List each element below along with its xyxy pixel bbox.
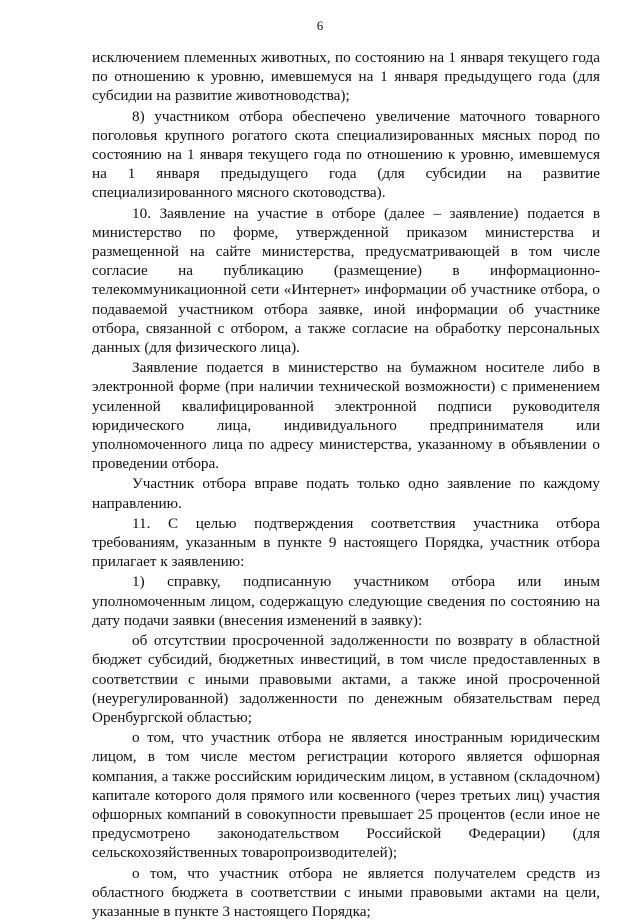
paragraph-continuation: исключением племенных животных, по состоянию на 1 января текущего года по отношению к уровню, имевшемуся на 1 января предыдущего года (для субсидии на развитие животноводства);: [92, 49, 600, 105]
paragraph-no-overdue-debt: об отсутствии просроченной задолженности по возврату в областной бюджет субсидий, бюджетных инвестиций, в том числе предоставленных в соответствии с иными правовыми актами, а также иной просроченной (неурегулированной) задолженности по денежным обязательствам перед Оренбургской областью;: [92, 632, 600, 726]
paragraph-10-application: 10. Заявление на участие в отборе (далее – заявление) подается в министерство по форме, утвержденной приказом министерства и размещенной на сайте министерства, предусматривающей в том числе согласие на публикацию (размещение) в информационно-телекоммуникационной сети «Интернет» информации об участнике отбора, о подаваемой участником отбора заявке, иной информации об участнике отбора, связанной с отбором, а также согласие на обработку персональных данных (для физического лица).: [92, 204, 600, 357]
paragraph-application-submission: Заявление подается в министерство на бумажном носителе либо в электронной форме (при наличии технической возможности) с применением усиленной квалифицированной электронной подписи руководителя юридического лица, индивидуального предпринимателя или уполномоченного лица по адресу министерства, указанному в объявлении о проведении отбора.: [92, 359, 600, 473]
paragraph-item-8: 8) участником отбора обеспечено увеличение маточного товарного поголовья крупного рогатого скота специализированных мясных пород по состоянию на 1 января текущего года по отношению к уровню, имевшемуся на 1 января предыдущего года (для субсидии на развитие специализированного мясного скотоводства).: [92, 107, 600, 202]
paragraph-11-documents: 11. С целью подтверждения соответствия участника отбора требованиям, указанным в пункте 9 настоящего Порядка, участник отбора прилагает к заявлению:: [92, 514, 600, 571]
document-body: [92, 48, 600, 921]
paragraph-item-1-certificate: 1) справку, подписанную участником отбора или иным уполномоченным лицом, содержащую следующие сведения по состоянию на дату подачи заявки (внесения изменений в заявку):: [92, 573, 600, 629]
paragraph-not-funds-recipient: о том, что участник отбора не является получателем средств из областного бюджета в соответствии с иными правовыми актами на цели, указанные в пункте 3 настоящего Порядка;: [92, 864, 600, 920]
paragraph-not-foreign-entity: о том, что участник отбора не является иностранным юридическим лицом, в том числе местом регистрации которого является офшорная компания, а также российским юридическим лицом, в уставном (складочном) капитале которого доля прямого или косвенного (через третьих лиц) участия офшорных компаний в совокупности превышает 25 процентов (если иное не предусмотрено законодательством Российской Федерации) (для сельскохозяйственных товаропроизводителей);: [92, 729, 600, 862]
paragraph-one-application: Участник отбора вправе подать только одно заявление по каждому направлению.: [92, 475, 600, 512]
page-number: 6: [316, 18, 324, 33]
